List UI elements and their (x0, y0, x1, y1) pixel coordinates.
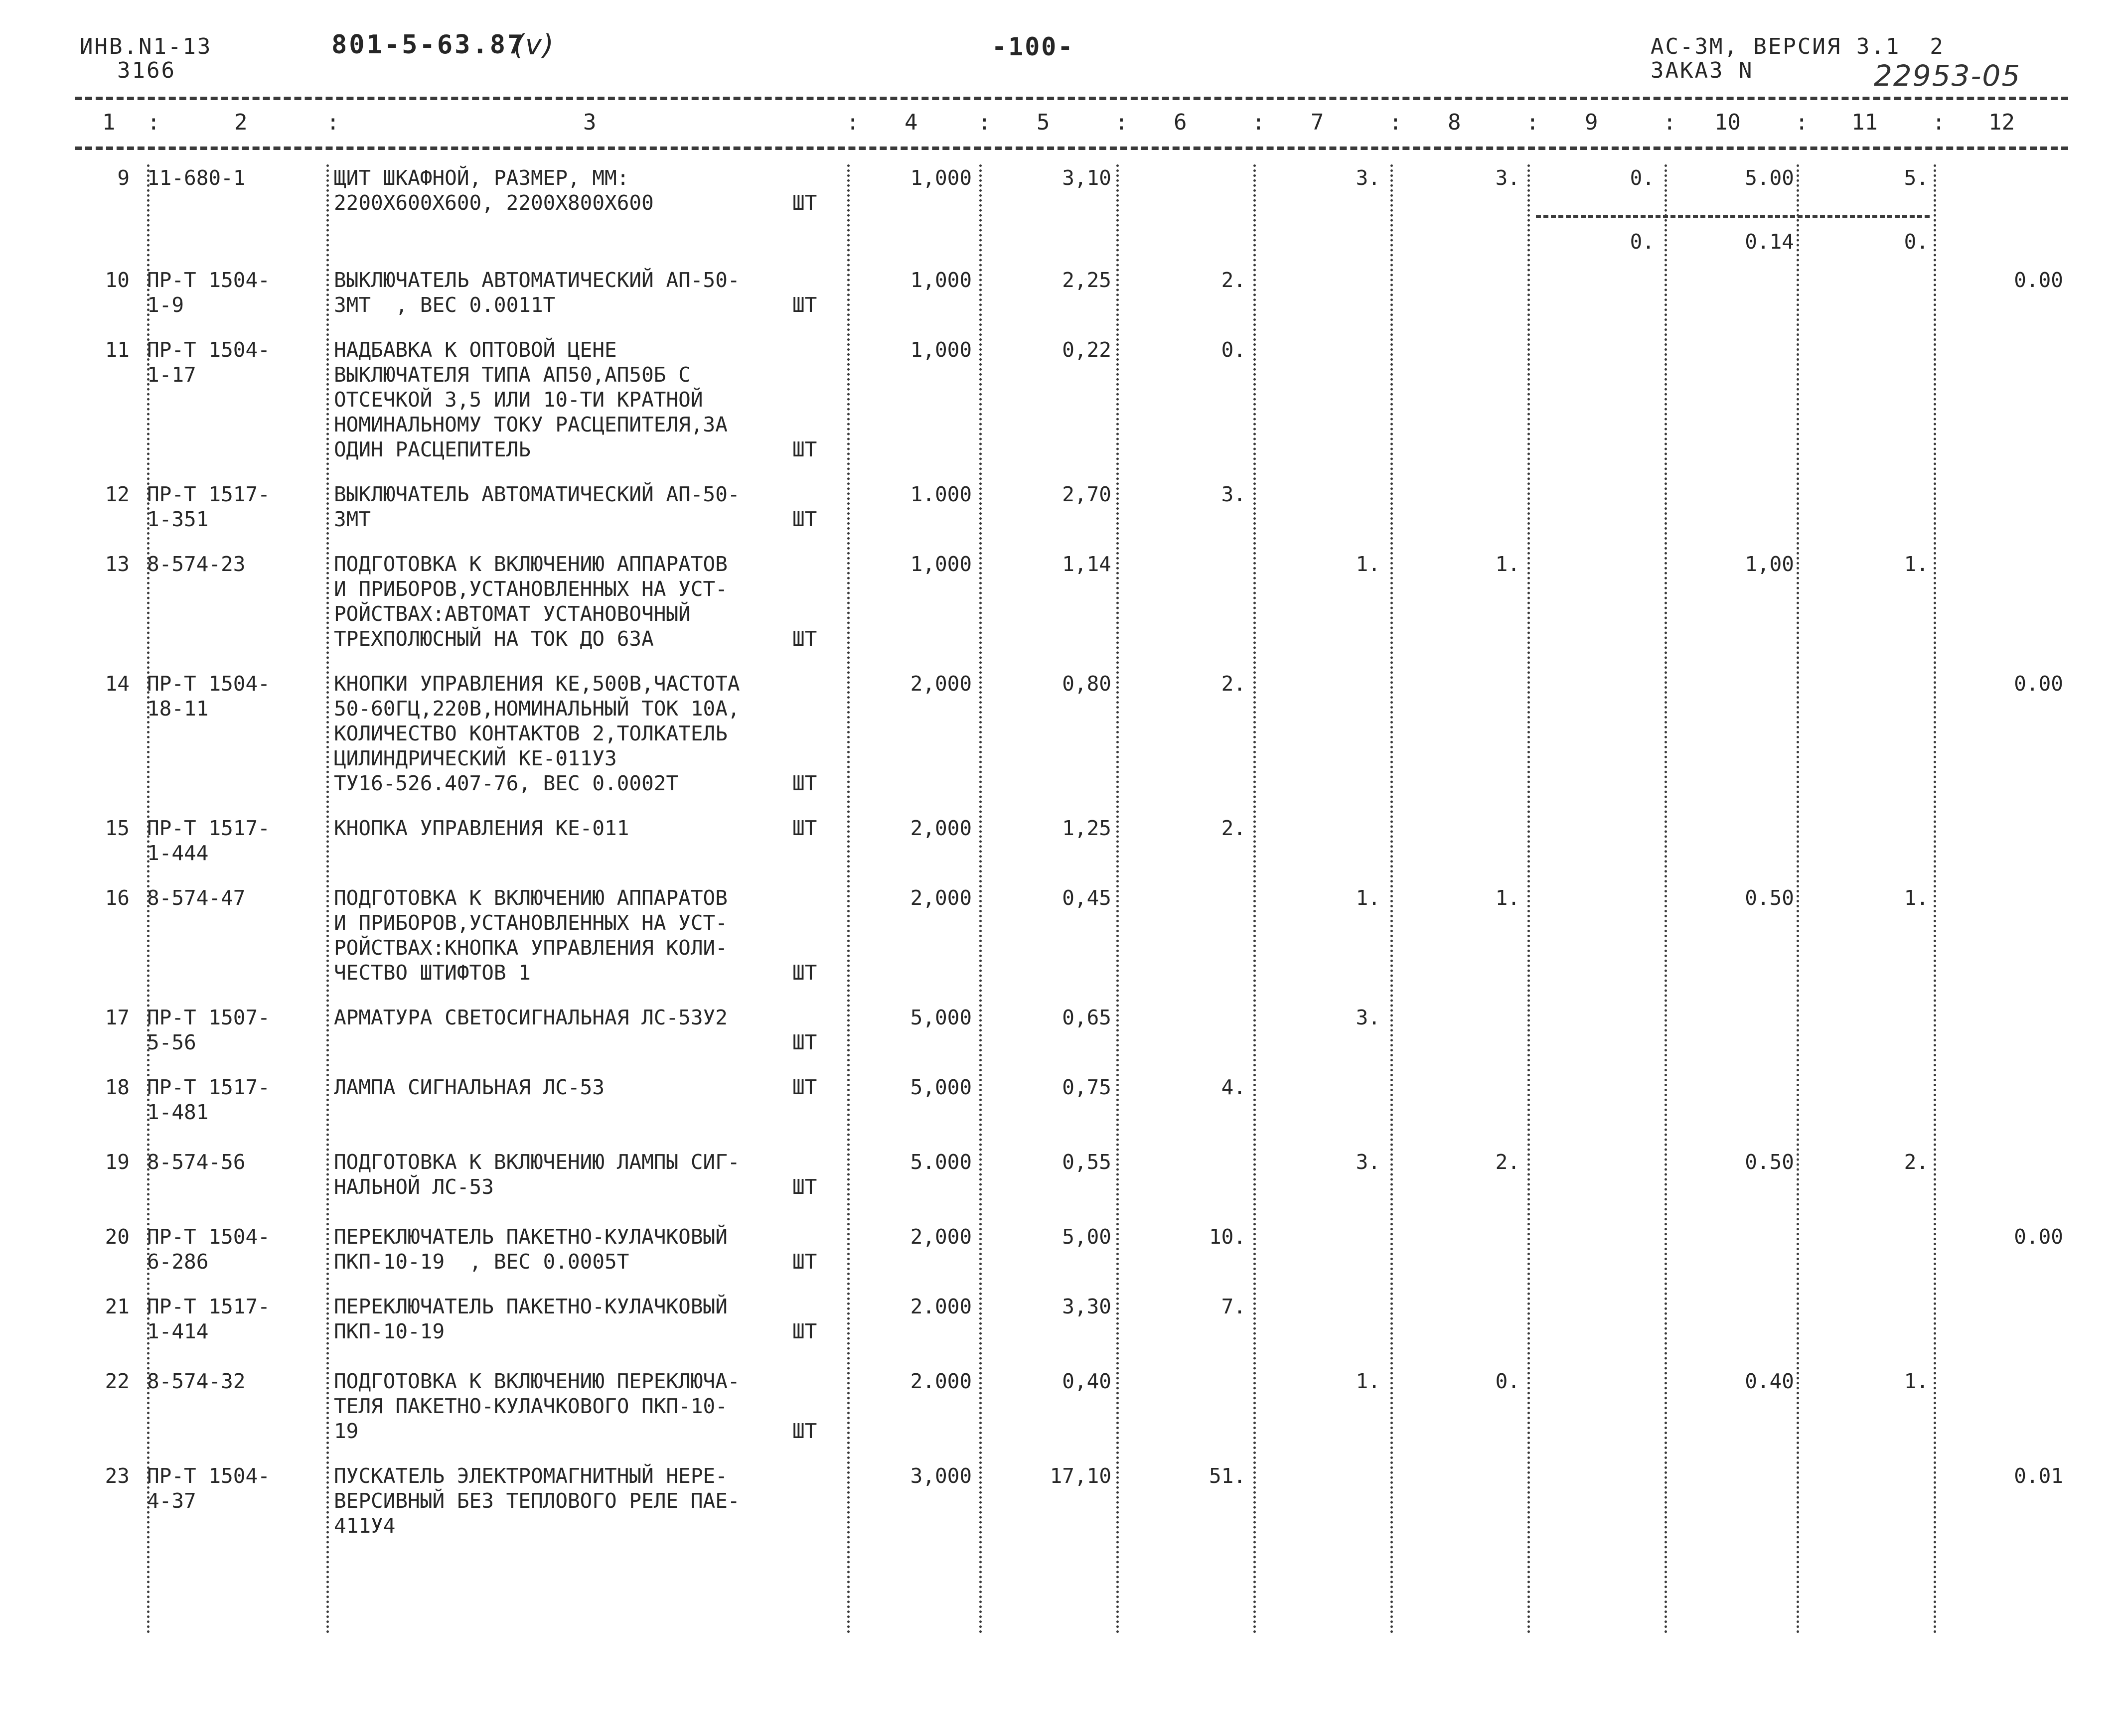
row-code: 8-574-23 (147, 552, 246, 576)
sub-cell-col10: 0.14 (1745, 230, 1794, 254)
separator (1527, 164, 1537, 1634)
cell-col11: 1. (1904, 1369, 1929, 1393)
separator (1797, 164, 1806, 1634)
cell-col5: 0,80 (1062, 672, 1111, 696)
cell-col10: 5.00 (1745, 166, 1794, 190)
row-description: 3МТ , ВЕС 0.0011Т (334, 293, 556, 317)
row-code: 18-11 (147, 697, 209, 721)
row-description: НАДБАВКА К ОПТОВОЙ ЦЕНЕ (334, 338, 617, 362)
unit-label: ШТ (792, 771, 817, 795)
row-description: 3МТ (334, 507, 371, 531)
separator (326, 164, 336, 1634)
separator (1934, 164, 1943, 1634)
cell-col6: 2. (1221, 816, 1246, 840)
cell-col5: 0,40 (1062, 1369, 1111, 1393)
cell-col5: 2,70 (1062, 482, 1111, 506)
cell-col7: 1. (1356, 1369, 1380, 1393)
row-number: 22 (105, 1369, 130, 1393)
row-number: 11 (105, 338, 130, 362)
cell-col5: 0,45 (1062, 886, 1111, 910)
cell-col5: 1,14 (1062, 552, 1111, 576)
row-description: 2200Х600Х600, 2200Х800Х600 (334, 191, 654, 215)
cell-col5: 17,10 (1050, 1464, 1111, 1488)
cell-col11: 5. (1904, 166, 1929, 190)
cell-col4: 1,000 (910, 166, 972, 190)
row-number: 17 (105, 1006, 130, 1029)
cell-col4: 5,000 (910, 1006, 972, 1029)
cell-col6: 51. (1209, 1464, 1246, 1488)
cell-col4: 5.000 (910, 1150, 972, 1174)
row-description: ПЕРЕКЛЮЧАТЕЛЬ ПАКЕТНО-КУЛАЧКОВЫЙ (334, 1225, 728, 1249)
row-description: КНОПКИ УПРАВЛЕНИЯ КЕ,500В,ЧАСТОТА (334, 672, 740, 696)
row-number: 15 (105, 816, 130, 840)
cell-col10: 1,00 (1745, 552, 1794, 576)
unit-label: ШТ (792, 437, 817, 461)
column-number: 1 (102, 110, 116, 135)
cell-col10: 0.50 (1745, 886, 1794, 910)
cell-col6: 7. (1221, 1295, 1246, 1318)
sub-cell-col11: 0. (1904, 230, 1929, 254)
row-description: ВЫКЛЮЧАТЕЛЯ ТИПА АП50,АП50Б С (334, 363, 691, 387)
cell-col10: 0.40 (1745, 1369, 1794, 1393)
cell-col4: 1.000 (910, 482, 972, 506)
row-code: ПР-Т 1517- (147, 1075, 270, 1099)
cell-col8: 1. (1495, 552, 1520, 576)
inventory-number: ИНВ.N1-13 (80, 34, 212, 59)
separator (847, 164, 857, 1634)
row-description: ВЫКЛЮЧАТЕЛЬ АВТОМАТИЧЕСКИЙ АП-50- (334, 482, 740, 506)
separator (1253, 164, 1263, 1634)
row-code: ПР-Т 1517- (147, 482, 270, 506)
cell-col5: 0,55 (1062, 1150, 1111, 1174)
cell-col12: 0.01 (2014, 1464, 2063, 1488)
unit-label: ШТ (792, 1419, 817, 1443)
row-code: 11-680-1 (147, 166, 246, 190)
row-description: ЧЕСТВО ШТИФТОВ 1 (334, 961, 531, 985)
cell-col4: 2,000 (910, 816, 972, 840)
row-number: 18 (105, 1075, 130, 1099)
row-description: РОЙСТВАХ:АВТОМАТ УСТАНОВОЧНЫЙ (334, 602, 691, 626)
row-code: 8-574-32 (147, 1369, 246, 1393)
row-description: И ПРИБОРОВ,УСТАНОВЛЕННЫХ НА УСТ- (334, 911, 728, 935)
row-number: 12 (105, 482, 130, 506)
row-description: ЩИТ ШКАФНОЙ, РАЗМЕР, ММ: (334, 166, 629, 190)
cell-col5: 0,22 (1062, 338, 1111, 362)
row-description: ЦИЛИНДРИЧЕСКИЙ КЕ-011У3 (334, 746, 617, 770)
column-number: 2 (234, 110, 248, 135)
row-number: 10 (105, 268, 130, 292)
cell-col5: 2,25 (1062, 268, 1111, 292)
row-code: 1-444 (147, 841, 209, 865)
column-number: 9 (1585, 110, 1598, 135)
cell-col5: 0,75 (1062, 1075, 1111, 1099)
unit-label: ШТ (792, 1319, 817, 1343)
unit-label: ШТ (792, 1175, 817, 1199)
cell-col4: 2.000 (910, 1369, 972, 1393)
cell-col7: 3. (1356, 166, 1380, 190)
cell-col4: 1,000 (910, 552, 972, 576)
cell-col4: 3,000 (910, 1464, 972, 1488)
unit-label: ШТ (792, 293, 817, 317)
row-code: ПР-Т 1504- (147, 268, 270, 292)
cell-col8: 2. (1495, 1150, 1520, 1174)
document-code: 801-5-63.87 (331, 30, 525, 60)
cell-col5: 1,25 (1062, 816, 1111, 840)
row-code: ПР-Т 1504- (147, 1464, 270, 1488)
row-code: ПР-Т 1517- (147, 816, 270, 840)
document-code-suffix: (v) (513, 29, 555, 61)
cell-col11: 2. (1904, 1150, 1929, 1174)
row-code: 6-286 (147, 1250, 209, 1274)
row-code: ПР-Т 1517- (147, 1295, 270, 1318)
row-description: ПОДГОТОВКА К ВКЛЮЧЕНИЮ АППАРАТОВ (334, 886, 728, 910)
order-label: ЗАКАЗ N (1651, 58, 1754, 83)
cell-col6: 10. (1209, 1225, 1246, 1249)
column-number: 3 (583, 110, 597, 135)
row-description: НАЛЬНОЙ ЛС-53 (334, 1175, 494, 1199)
column-number: 12 (1988, 110, 2015, 135)
row-number: 19 (105, 1150, 130, 1174)
unit-label: ШТ (792, 507, 817, 531)
row-description: ПУСКАТЕЛЬ ЭЛЕКТРОМАГНИТНЫЙ НЕРЕ- (334, 1464, 728, 1488)
cell-col4: 2.000 (910, 1295, 972, 1318)
cell-col4: 1,000 (910, 268, 972, 292)
row-code: 4-37 (147, 1489, 196, 1513)
column-number: 7 (1311, 110, 1324, 135)
unit-label: ШТ (792, 816, 817, 840)
unit-label: ШТ (792, 627, 817, 651)
cell-col8: 3. (1495, 166, 1520, 190)
cell-col8: 1. (1495, 886, 1520, 910)
cell-col5: 0,65 (1062, 1006, 1111, 1029)
sub-cell-col9: 0. (1630, 230, 1655, 254)
separator (1390, 164, 1400, 1634)
separator (147, 164, 156, 1634)
row-description: ВЕРСИВНЫЙ БЕЗ ТЕПЛОВОГО РЕЛЕ ПАЕ- (334, 1489, 740, 1513)
row-code: 1-9 (147, 293, 184, 317)
row-code: ПР-Т 1507- (147, 1006, 270, 1029)
row-description: И ПРИБОРОВ,УСТАНОВЛЕННЫХ НА УСТ- (334, 577, 728, 601)
cell-col5: 5,00 (1062, 1225, 1111, 1249)
cell-col7: 1. (1356, 552, 1380, 576)
row-description: ЛАМПА СИГНАЛЬНАЯ ЛС-53 (334, 1075, 605, 1099)
cell-col7: 3. (1356, 1006, 1380, 1029)
row-description: ПОДГОТОВКА К ВКЛЮЧЕНИЮ АППАРАТОВ (334, 552, 728, 576)
cell-col8: 0. (1495, 1369, 1520, 1393)
inventory-sub: 3166 (117, 58, 176, 83)
row-description: ПОДГОТОВКА К ВКЛЮЧЕНИЮ ЛАМПЫ СИГ- (334, 1150, 740, 1174)
cell-col12: 0.00 (2014, 1225, 2063, 1249)
cell-col11: 1. (1904, 886, 1929, 910)
row-description: РОЙСТВАХ:КНОПКА УПРАВЛЕНИЯ КОЛИ- (334, 936, 728, 960)
cell-col10: 0.50 (1745, 1150, 1794, 1174)
cell-col7: 3. (1356, 1150, 1380, 1174)
row-description: ПКП-10-19 (334, 1319, 445, 1343)
cell-col12: 0.00 (2014, 672, 2063, 696)
row-description: 411У4 (334, 1514, 396, 1538)
program-version: АС-3М, ВЕРСИЯ 3.1 2 (1651, 34, 1945, 59)
unit-label: ШТ (792, 961, 817, 985)
separator (979, 164, 989, 1634)
cell-col5: 3,10 (1062, 166, 1111, 190)
column-number: 5 (1037, 110, 1050, 135)
row-description: ТУ16-526.407-76, ВЕС 0.0002Т (334, 771, 679, 795)
cell-col9: 0. (1630, 166, 1655, 190)
row-description: ОТСЕЧКОЙ 3,5 ИЛИ 10-ТИ КРАТНОЙ (334, 388, 703, 412)
row-number: 16 (105, 886, 130, 910)
cell-col6: 0. (1221, 338, 1246, 362)
row-description: НОМИНАЛЬНОМУ ТОКУ РАСЦЕПИТЕЛЯ,ЗА (334, 413, 728, 436)
unit-label: ШТ (792, 191, 817, 215)
row-code: 1-351 (147, 507, 209, 531)
row-code: 1-17 (147, 363, 196, 387)
row-description: АРМАТУРА СВЕТОСИГНАЛЬНАЯ ЛС-53У2 (334, 1006, 728, 1029)
row-code: ПР-Т 1504- (147, 672, 270, 696)
separator (1665, 164, 1674, 1634)
subtotal-divider (1536, 215, 1930, 218)
cell-col6: 3. (1221, 482, 1246, 506)
row-number: 20 (105, 1225, 130, 1249)
row-description: 50-60ГЦ,220В,НОМИНАЛЬНЫЙ ТОК 10А, (334, 697, 740, 721)
cell-col12: 0.00 (2014, 268, 2063, 292)
unit-label: ШТ (792, 1030, 817, 1054)
row-code: ПР-Т 1504- (147, 338, 270, 362)
header-rule-bottom (75, 146, 2068, 150)
row-code: 8-574-47 (147, 886, 246, 910)
row-number: 23 (105, 1464, 130, 1488)
row-description: ОДИН РАСЦЕПИТЕЛЬ (334, 437, 531, 461)
row-description: КОЛИЧЕСТВО КОНТАКТОВ 2,ТОЛКАТЕЛЬ (334, 722, 728, 745)
order-number: 22953-05 (1874, 59, 2021, 93)
unit-label: ШТ (792, 1250, 817, 1274)
unit-label: ШТ (792, 1075, 817, 1099)
column-number: 8 (1448, 110, 1461, 135)
cell-col4: 1,000 (910, 338, 972, 362)
cell-col4: 2,000 (910, 672, 972, 696)
row-description: ПЕРЕКЛЮЧАТЕЛЬ ПАКЕТНО-КУЛАЧКОВЫЙ (334, 1295, 728, 1318)
cell-col7: 1. (1356, 886, 1380, 910)
header-rule-top (75, 97, 2068, 100)
column-number: 4 (905, 110, 918, 135)
row-description: ТЕЛЯ ПАКЕТНО-КУЛАЧКОВОГО ПКП-10- (334, 1394, 728, 1418)
cell-col5: 3,30 (1062, 1295, 1111, 1318)
row-number: 14 (105, 672, 130, 696)
row-code: ПР-Т 1504- (147, 1225, 270, 1249)
separator (1116, 164, 1126, 1634)
cell-col6: 2. (1221, 672, 1246, 696)
row-description: ПОДГОТОВКА К ВКЛЮЧЕНИЮ ПЕРЕКЛЮЧА- (334, 1369, 740, 1393)
cell-col4: 2,000 (910, 886, 972, 910)
row-code: 5-56 (147, 1030, 196, 1054)
row-description: КНОПКА УПРАВЛЕНИЯ КЕ-011 (334, 816, 629, 840)
cell-col6: 4. (1221, 1075, 1246, 1099)
column-number: 10 (1714, 110, 1741, 135)
row-code: 1-481 (147, 1100, 209, 1124)
cell-col11: 1. (1904, 552, 1929, 576)
page-number: -100- (992, 32, 1074, 61)
row-number: 13 (105, 552, 130, 576)
cell-col4: 2,000 (910, 1225, 972, 1249)
cell-col6: 2. (1221, 268, 1246, 292)
column-number: 6 (1174, 110, 1187, 135)
row-code: 1-414 (147, 1319, 209, 1343)
row-code: 8-574-56 (147, 1150, 246, 1174)
cell-col4: 5,000 (910, 1075, 972, 1099)
row-description: 19 (334, 1419, 359, 1443)
row-number: 21 (105, 1295, 130, 1318)
row-description: ТРЕХПОЛЮСНЫЙ НА ТОК ДО 63А (334, 627, 654, 651)
row-description: ВЫКЛЮЧАТЕЛЬ АВТОМАТИЧЕСКИЙ АП-50- (334, 268, 740, 292)
column-number: 11 (1851, 110, 1878, 135)
row-number: 9 (117, 166, 130, 190)
row-description: ПКП-10-19 , ВЕС 0.0005Т (334, 1250, 629, 1274)
